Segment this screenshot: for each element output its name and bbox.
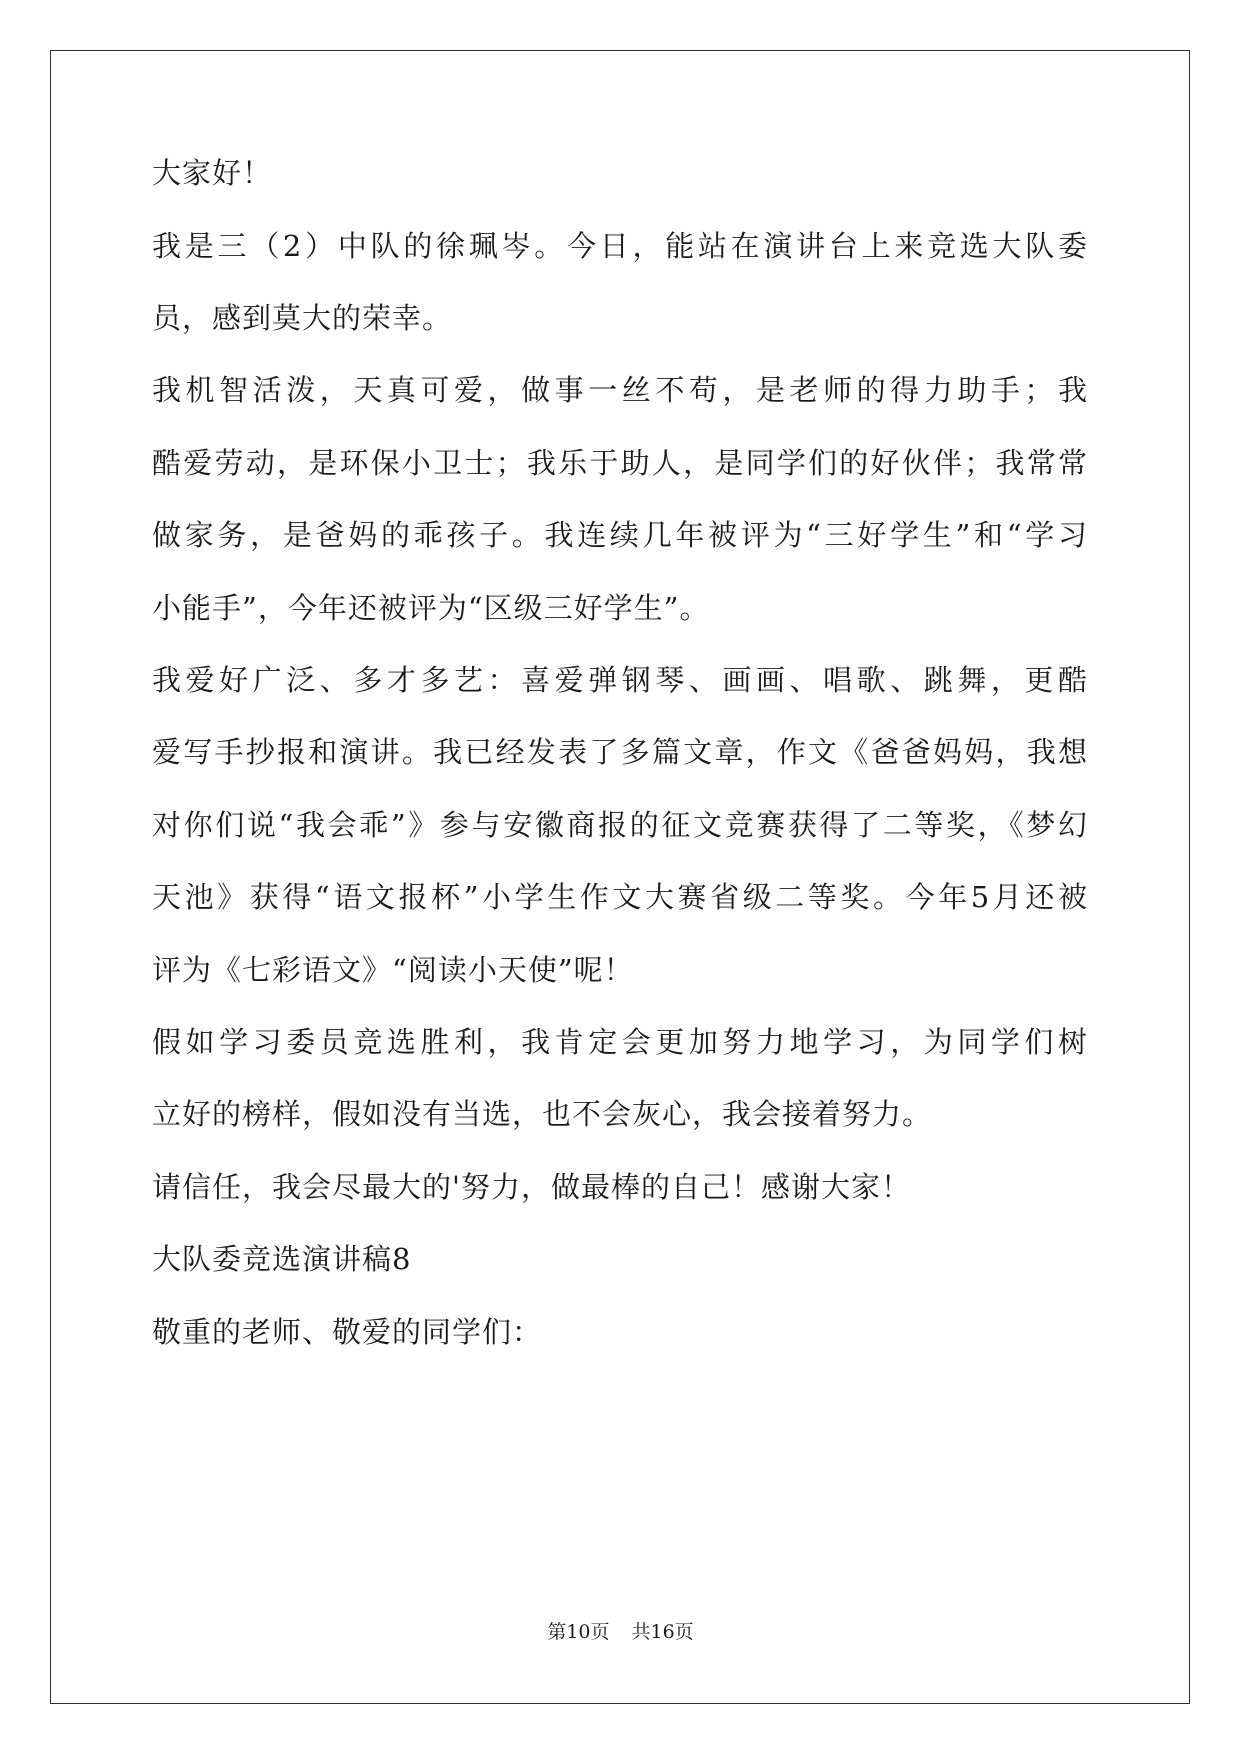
paragraph-line: 天池》获得“语文报杯”小学生作文大赛省级二等奖。今年5月还被 xyxy=(152,880,1088,914)
paragraph-line: 小能手”，今年还被评为“区级三好学生”。 xyxy=(152,591,710,625)
paragraph-line: 评为《七彩语文》“阅读小天使”呢！ xyxy=(152,953,634,987)
paragraph-line: 大家好！ xyxy=(152,156,273,190)
paragraph-line: 请信任，我会尽最大的'努力，做最棒的自己！感谢大家！ xyxy=(152,1170,911,1204)
paragraph-line: 对你们说“我会乖”》参与安徽商报的征文竞赛获得了二等奖，《梦幻 xyxy=(152,808,1088,842)
section-heading: 大队委竞选演讲稿8 xyxy=(152,1242,412,1276)
page-total: 共16页 xyxy=(631,1621,694,1643)
paragraph-line: 员，感到莫大的荣幸。 xyxy=(152,301,453,335)
salutation-line: 敬重的老师、敬爱的同学们： xyxy=(152,1315,543,1349)
paragraph-line: 假如学习委员竞选胜利，我肯定会更加努力地学习，为同学们树 xyxy=(152,1025,1088,1059)
paragraph-line: 我是三（2）中队的徐珮岑。今日，能站在演讲台上来竞选大队委 xyxy=(152,229,1088,263)
paragraph-line: 我爱好广泛、多才多艺：喜爱弹钢琴、画画、唱歌、跳舞，更酷 xyxy=(152,663,1088,697)
paragraph-line: 立好的榜样，假如没有当选，也不会灰心，我会接着努力。 xyxy=(152,1097,933,1131)
page-number: 第10页 xyxy=(547,1621,610,1643)
paragraph-line: 做家务，是爸妈的乖孩子。我连续几年被评为“三好学生”和“学习 xyxy=(152,518,1088,552)
paragraph-line: 酷爱劳动，是环保小卫士；我乐于助人，是同学们的好伙伴；我常常 xyxy=(152,446,1088,480)
page-footer xyxy=(0,1620,1241,1644)
paragraph-line: 爱写手抄报和演讲。我已经发表了多篇文章，作文《爸爸妈妈，我想 xyxy=(152,735,1088,769)
paragraph-line: 我机智活泼，天真可爱，做事一丝不苟，是老师的得力助手；我 xyxy=(152,373,1088,407)
